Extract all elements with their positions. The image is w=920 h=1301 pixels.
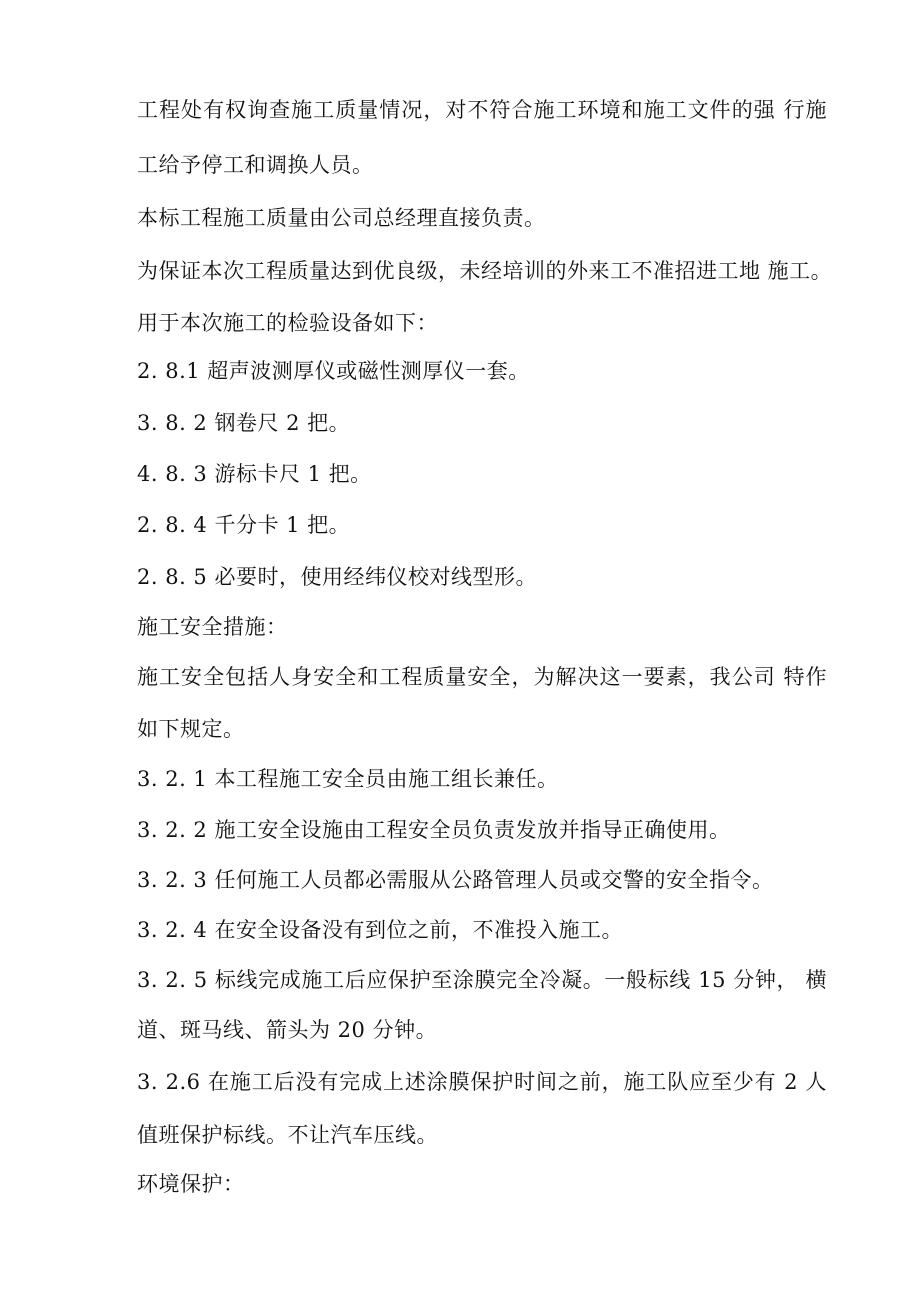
paragraph-line: 施工安全包括人身安全和工程质量安全，为解决这一要素，我公司 特作 — [137, 665, 827, 689]
list-item: 3. 2. 2 施工安全设施由工程安全员负责发放并指导正确使用。 — [137, 818, 731, 842]
list-item: 3. 2. 5 标线完成施工后应保护至涂膜完全冷凝。一般标线 15 分钟， 横 — [137, 968, 827, 992]
list-item: 3. 2.6 在施工后没有完成上述涂膜保护时间之前，施工队应至少有 2 人 — [137, 1070, 827, 1094]
paragraph-line: 本标工程施工质量由公司总经理直接负责。 — [137, 206, 546, 230]
section-heading: 环境保护： — [137, 1172, 245, 1196]
list-item: 3. 2. 1 本工程施工安全员由施工组长兼任。 — [137, 767, 559, 791]
list-item: 2. 8. 4 千分卡 1 把。 — [137, 513, 351, 537]
list-item: 3. 2. 4 在安全设备没有到位之前，不准投入施工。 — [137, 918, 623, 942]
list-item: 3. 8. 2 钢卷尺 2 把。 — [137, 411, 351, 435]
paragraph-line: 工给予停工和调换人员。 — [137, 153, 374, 177]
list-item: 2. 8.1 超声波测厚仪或磁性测厚仪一套。 — [137, 359, 530, 383]
section-heading: 施工安全措施： — [137, 615, 288, 639]
list-item: 4. 8. 3 游标卡尺 1 把。 — [137, 462, 372, 486]
paragraph-line: 道、斑马线、箭头为 20 分钟。 — [137, 1018, 438, 1042]
paragraph-line: 工程处有权询查施工质量情况，对不符合施工环境和施工文件的强 行施 — [137, 98, 827, 122]
paragraph-line: 用于本次施工的检验设备如下： — [137, 311, 438, 335]
list-item: 2. 8. 5 必要时，使用经纬仪校对线型形。 — [137, 565, 537, 589]
list-item: 3. 2. 3 任何施工人员都必需服从公路管理人员或交警的安全指令。 — [137, 868, 774, 892]
paragraph-line: 为保证本次工程质量达到优良级，未经培训的外来工不准招进工地 施工。 — [137, 259, 833, 283]
paragraph-line: 如下规定。 — [137, 717, 245, 741]
paragraph-line: 值班保护标线。不让汽车压线。 — [137, 1123, 438, 1147]
